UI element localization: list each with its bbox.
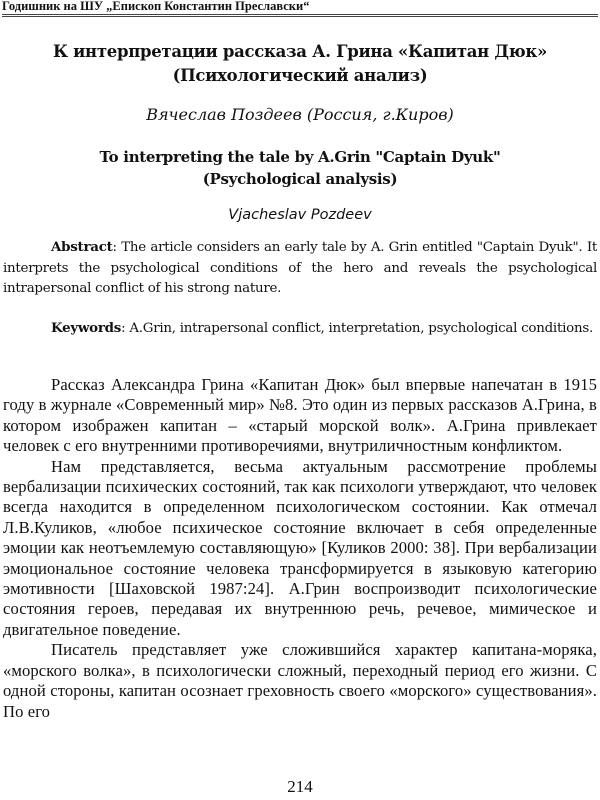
page-number: 214 bbox=[287, 777, 313, 796]
keywords-label: Keywords bbox=[51, 320, 122, 336]
author-english: Vjacheslav Pozdeev bbox=[228, 207, 372, 223]
title-russian bbox=[0, 40, 600, 88]
body-paragraph: Рассказ Александра Грина «Капитан Дюк» был впервые напечатан в 1915 году в журнале «Современный мир» №8. Это один из первых рассказов А.Грина, в котором изображен капитан – «старый морской волк». А.Грина привлекает человек с его внутренними противоречиями, внутриличностным конфликтом. bbox=[3, 375, 597, 456]
abstract-label: Abstract bbox=[51, 239, 113, 255]
title-english bbox=[0, 146, 600, 190]
abstract-text: : The article considers an early tale by A. Grin entitled "Captain Dyuk". It interprets the psychological conditions of the hero and reveals the psychological intrapersonal conflict of his strong nature. bbox=[3, 240, 597, 296]
title-english-line1: To interpreting the tale by A.Grin "Captain Dyuk" bbox=[99, 148, 501, 166]
abstract bbox=[3, 237, 597, 300]
title-russian-line2: (Психологический анализ) bbox=[172, 66, 428, 85]
body-paragraph: Писатель представляет уже сложившийся характер капитана-моряка, «морского волка», в психологически сложный, переходный период его жизни. С одной стороны, капитан осознает греховность своего «морского» существования». По его bbox=[3, 640, 597, 721]
title-russian-line1: К интерпретации рассказа А. Грина «Капитан Дюк» bbox=[52, 42, 548, 61]
body-paragraph: Нам представляется, весьма актуальным рассмотрение проблемы вербализации психических состояний, так как психологи утверждают, что человек всегда находится в определенном психологическом состоянии. Как отмечал Л.В.Куликов, «любое психическое состояние включает в себя определенные эмоции как неотъемлемую составляющую» [Куликов 2000: 38]. При вербализации эмоциональное состояние человека трансформируется в языковую категорию эмотивности [Шаховской 1987:24]. А.Грин воспроизводит психологические состояния героев, передавая их внутреннюю речь, речевое, мимическое и двигательное поведение. bbox=[3, 456, 597, 639]
title-english-line2: (Psychological analysis) bbox=[202, 170, 398, 188]
running-head: Годишник на ШУ „Епископ Константин Преславски“ bbox=[2, 0, 598, 17]
author-russian: Вячеслав Поздеев (Россия, г.Киров) bbox=[146, 105, 454, 124]
body-text bbox=[3, 375, 597, 722]
keywords-text: : A.Grin, intrapersonal conflict, interpretation, psychological conditions. bbox=[121, 321, 593, 336]
keywords bbox=[3, 318, 597, 340]
